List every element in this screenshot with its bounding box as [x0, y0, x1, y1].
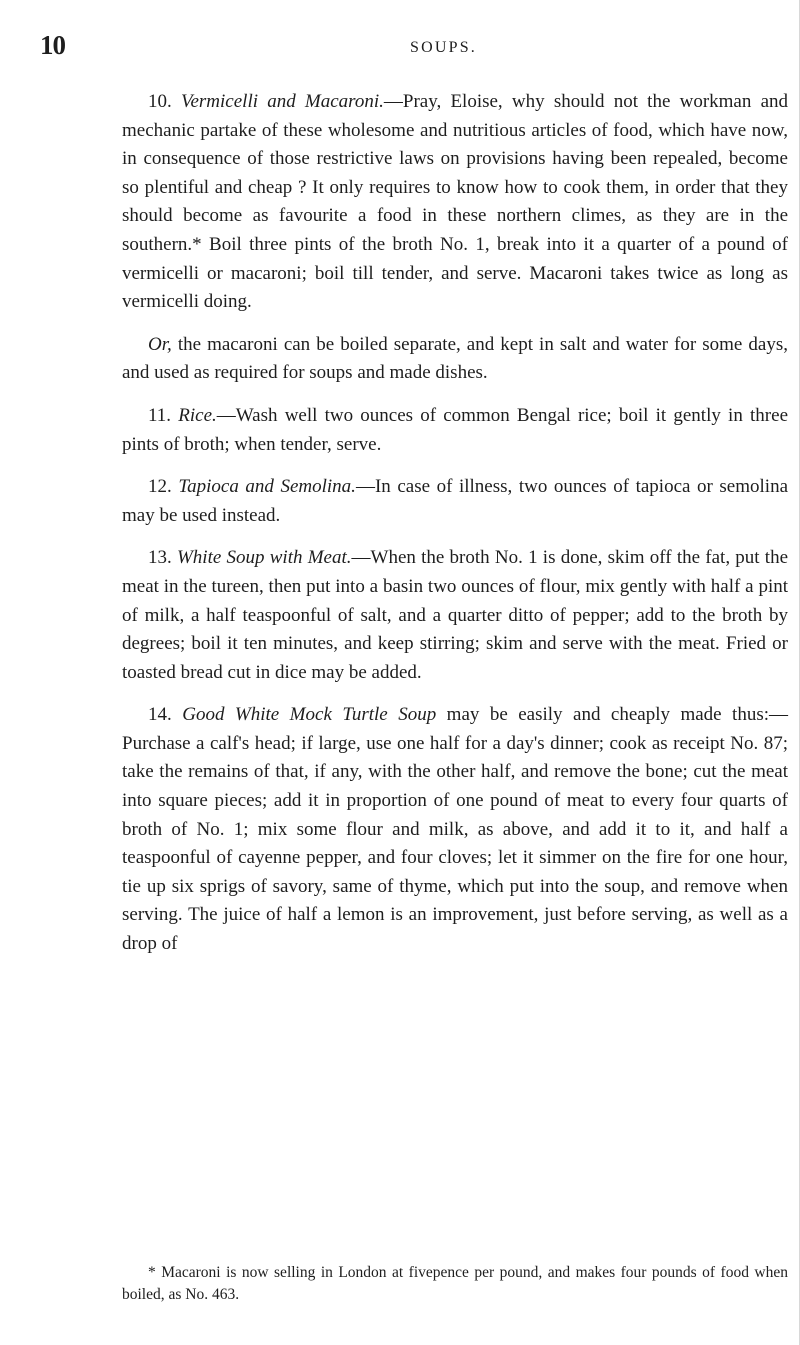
page-header [40, 30, 800, 70]
section-text: —In case of illness, two ounces of tapioca or semolina may be used instead. [122, 476, 788, 526]
paragraph-13 [122, 544, 788, 687]
section-title: Rice. [178, 404, 217, 426]
paragraph-lead: Or, [148, 333, 172, 355]
section-title: Tapioca and Semolina. [178, 476, 356, 498]
page-number: 10 [40, 30, 65, 60]
paragraph-10 [122, 88, 788, 317]
paragraph-10-continued [122, 331, 788, 388]
section-number: 14. [148, 704, 172, 726]
footnote: * Macaroni is now selling in London at fivepence per pound, and makes four pounds of food when boiled, as No. 463. [122, 1264, 788, 1303]
section-title: Good White Mock Turtle Soup [182, 704, 437, 726]
section-text: may be easily and cheaply made thus:—Purchase a calf's head; if large, use one half for a day's dinner; cook as receipt No. 87; take the remains of that, if any, with the other half, and remove the bone; cut the meat into square pieces; add it in proportion of one pound of meat to every four quarts of broth of No. 1; mix some flour and milk, as above, and add it to it, and half a teaspoonful of cayenne pepper, and four cloves; let it simmer on the fire for one hour, tie up six sprigs of savory, same of thyme, which put into the soup, and remove when serving. The juice of half a lemon is an improvement, just before serving, as well as a drop of [122, 704, 789, 955]
running-head: SOUPS. [410, 39, 478, 56]
section-text: —When the broth No. 1 is done, skim off the fat, put the meat in the tureen, then put into a basin two ounces of flour, mix gently with half a pint of milk, a half teaspoonful of salt, and a quarter ditto of pepper; add to the broth by degrees; boil it ten minutes, and keep stirring; skim and serve with the meat. Fried or toasted bread cut in dice may be added. [122, 547, 789, 683]
paragraph-14 [122, 701, 788, 958]
section-number: 13. [148, 547, 172, 569]
section-title: Vermicelli and Macaroni. [180, 91, 384, 112]
section-number: 11. [148, 404, 172, 426]
section-text: —Pray, Eloise, why should not the workman and mechanic partake of these wholesome and nutritious articles of food, which have now, in consequence of those restrictive laws on provisions having been repealed, become so plentiful and cheap ? It only requires to know how to cook them, in order that they should become as favourite a food in these northern climes, as they are in the southern.* Boil three pints of the broth No. 1, break into it a quarter of a pound of vermicelli or macaroni; boil till tender, and serve. Macaroni takes twice as long as vermicelli doing. [122, 91, 788, 313]
section-text: —Wash well two ounces of common Bengal rice; boil it gently in three pints of broth; when tender, serve. [122, 404, 788, 455]
paragraph-11 [122, 402, 788, 459]
section-number: 12. [148, 476, 172, 498]
paragraph-12 [122, 473, 788, 530]
section-number: 10. [148, 91, 172, 112]
section-text: the macaroni can be boiled separate, and kept in salt and water for some days, and used as required for soups and made dishes. [122, 333, 788, 384]
section-title: White Soup with Meat. [176, 547, 352, 569]
body-text [122, 88, 788, 973]
